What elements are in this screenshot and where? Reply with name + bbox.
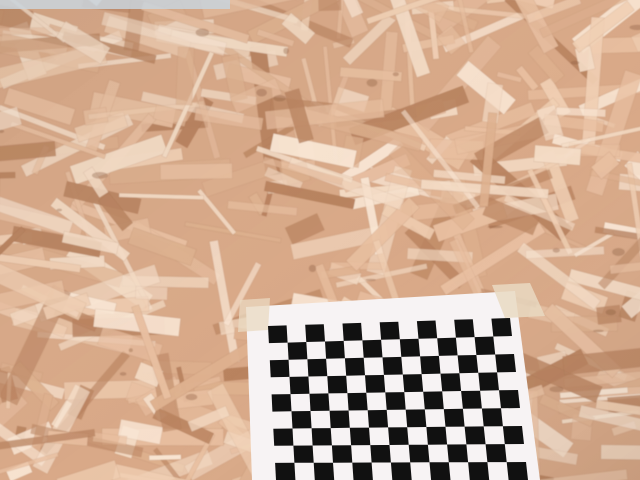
checker-square — [347, 393, 367, 411]
checker-square — [268, 325, 288, 343]
checker-square — [273, 429, 293, 446]
checker-square — [288, 342, 308, 360]
checker-square — [491, 318, 512, 337]
checker-square — [406, 409, 427, 427]
checker-square — [482, 408, 503, 426]
checker-square — [380, 322, 400, 340]
checker-square — [312, 428, 332, 445]
checker-square — [478, 372, 499, 390]
checker-square — [310, 393, 330, 411]
checker-square — [465, 426, 486, 444]
top-edge-frame — [0, 0, 230, 9]
checker-square — [385, 392, 405, 410]
checker-square — [293, 446, 313, 463]
checker-square — [458, 355, 479, 373]
checker-square — [307, 359, 327, 377]
checker-square — [437, 338, 457, 356]
tape-corner-left — [238, 298, 270, 332]
checker-square — [383, 357, 403, 375]
checker-square — [409, 445, 430, 463]
checker-square — [417, 321, 437, 339]
checker-square — [475, 337, 496, 356]
checker-square — [350, 428, 371, 446]
checker-square — [325, 341, 345, 359]
checker-square — [486, 444, 507, 462]
checker-square — [343, 323, 363, 341]
checker-square — [468, 462, 489, 480]
checker-square — [388, 427, 409, 445]
checker-square — [332, 445, 352, 463]
checker-square — [362, 340, 382, 358]
checker-square — [270, 360, 290, 378]
checker-square — [370, 445, 391, 463]
calibration-target — [238, 283, 545, 480]
checker-square — [352, 463, 373, 480]
checker-square — [503, 426, 524, 444]
checker-square — [430, 462, 451, 480]
checker-square — [275, 463, 295, 480]
checker-square — [426, 427, 447, 445]
checker-square — [365, 375, 385, 393]
checker-square — [327, 376, 347, 394]
checker-square — [400, 339, 420, 357]
checker-square — [330, 411, 350, 429]
checker-square — [368, 410, 388, 428]
checker-square — [305, 324, 325, 342]
checker-square — [423, 391, 444, 409]
checker-square — [314, 463, 335, 480]
checker-square — [290, 377, 310, 395]
checker-square — [403, 374, 423, 392]
checker-square — [454, 319, 474, 337]
checker-square — [420, 356, 440, 374]
checker-square — [272, 394, 292, 412]
checker-square — [292, 411, 312, 429]
checker-square — [444, 409, 465, 427]
checker-square — [507, 462, 528, 480]
checker-square — [499, 390, 520, 408]
checker-square — [495, 354, 516, 372]
checker-square — [391, 462, 412, 480]
checker-square — [441, 373, 462, 391]
checker-square — [345, 358, 365, 376]
checker-square — [461, 391, 482, 409]
checker-square — [447, 444, 468, 462]
